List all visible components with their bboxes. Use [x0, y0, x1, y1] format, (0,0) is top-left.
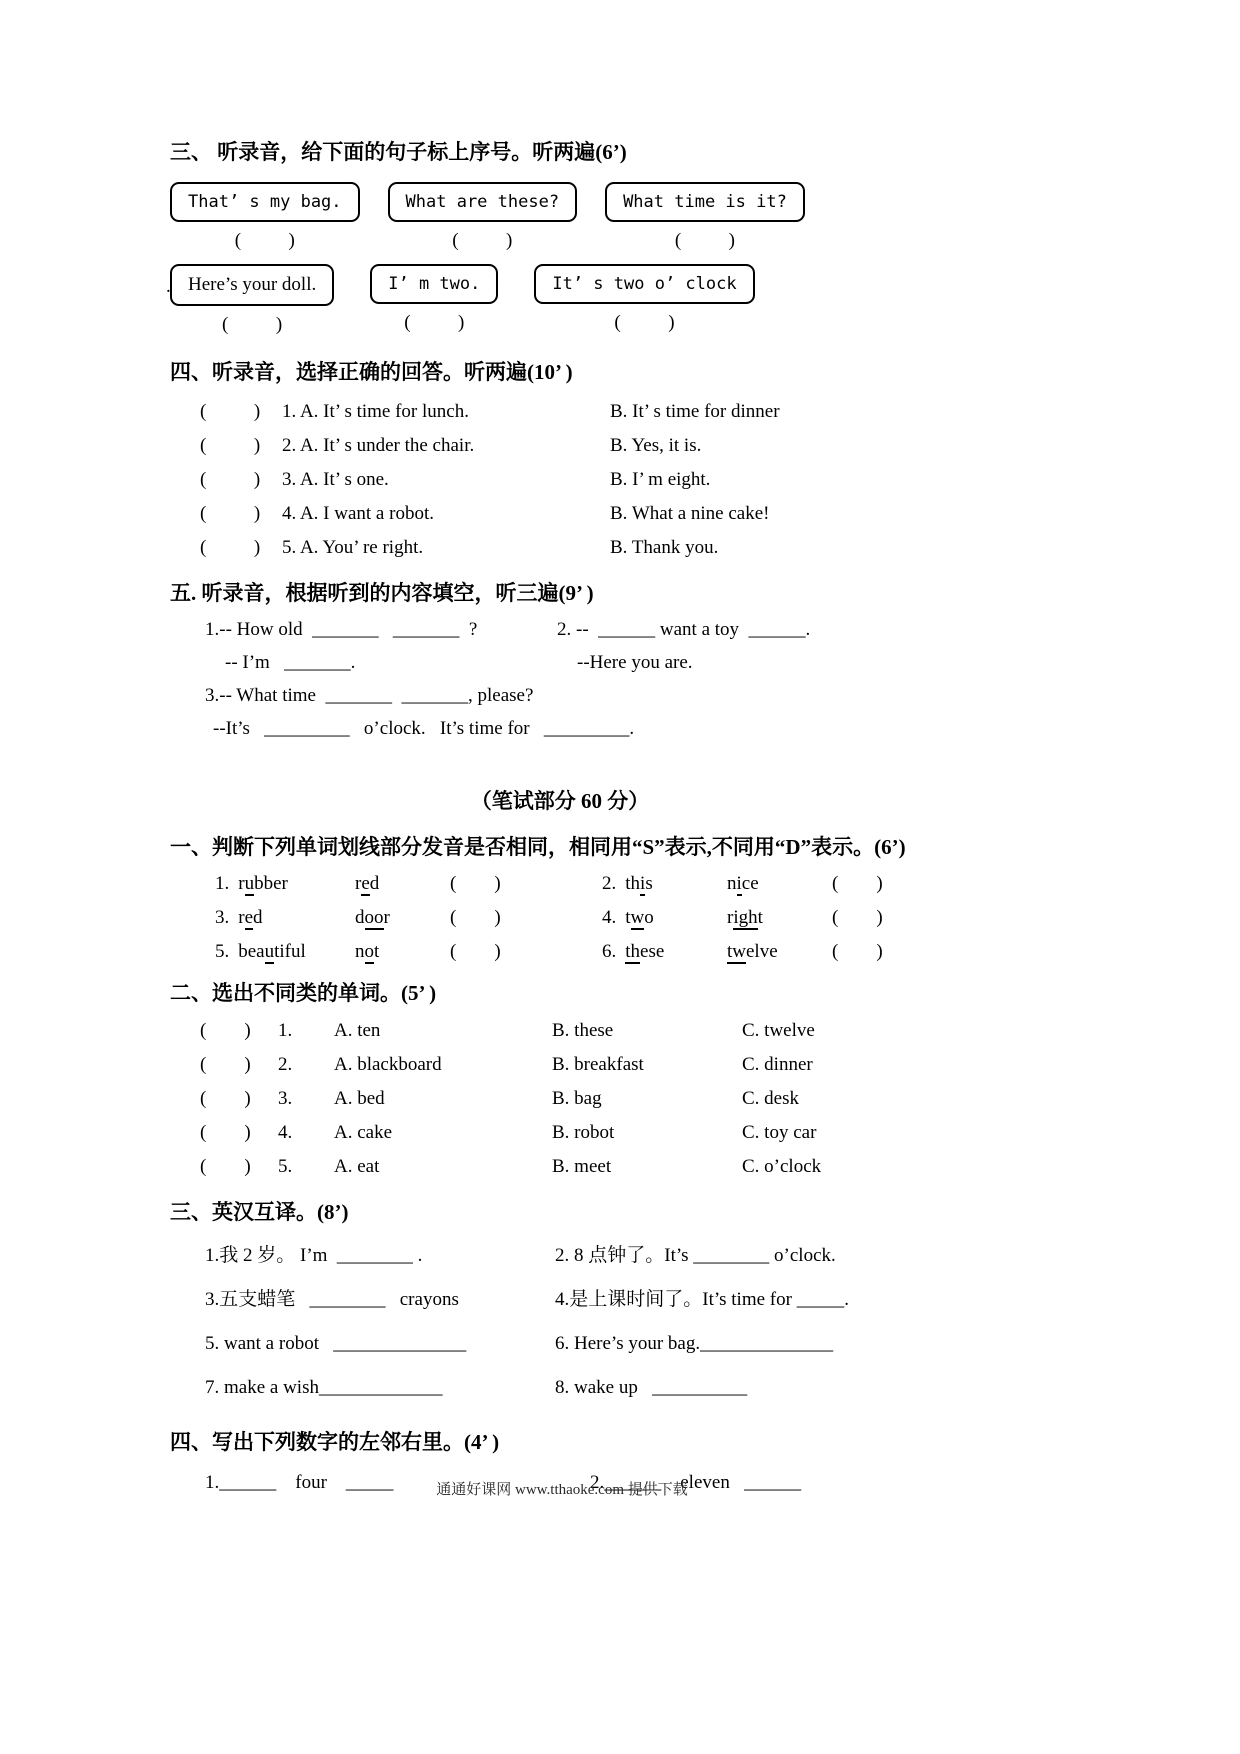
sentence-unit — [170, 264, 334, 336]
listening-question-row — [200, 531, 1100, 565]
fill-blank-line — [205, 613, 1100, 646]
sentence-unit — [605, 182, 805, 252]
translation-item: 4.是上课时间了。It’s time for _____. — [555, 1289, 849, 1311]
choice-a: A. blackboard — [334, 1053, 442, 1075]
answer-blank-paren: ( ) — [200, 1087, 251, 1109]
underlined-letters: e — [361, 873, 370, 895]
sentence-text: I’ m two. — [388, 274, 481, 295]
translation-item: 6. Here’s your bag.______________ — [555, 1333, 834, 1355]
answer-blank-paren: ( ) — [674, 230, 736, 252]
phonics-item — [215, 901, 355, 935]
underlined-letters: u — [244, 873, 255, 895]
phonics-row — [215, 901, 1100, 935]
fill-blank-line — [205, 679, 1100, 712]
item-number: 2. — [602, 873, 617, 895]
choice-c: C. dinner — [742, 1053, 813, 1075]
phonics-word: this — [625, 873, 653, 895]
underlined-letters: tw — [727, 941, 746, 963]
item-number: 2. — [278, 1053, 293, 1075]
option-a: 4. A. I want a robot. — [282, 502, 434, 524]
sentence-box — [388, 182, 578, 222]
choice-b: B. breakfast — [552, 1053, 644, 1075]
answer-blank-paren: ( ) — [450, 873, 501, 895]
classify-row — [200, 1150, 1100, 1184]
sentence-row-1 — [170, 182, 1100, 252]
answer-blank-paren: ( ) — [832, 873, 883, 895]
phonics-word: red — [238, 907, 263, 929]
option-b: B. What a nine cake! — [610, 502, 770, 524]
fill-blank-answer: --Here you are. — [577, 652, 693, 674]
option-a: 2. A. It’ s under the chair. — [282, 434, 475, 456]
answer-blank-paren: ( ) — [450, 941, 501, 963]
phonics-word: door — [355, 907, 390, 929]
written-part3-title: 三、英汉互译。(8’) — [170, 1199, 349, 1224]
sentence-text: What are these? — [405, 192, 560, 213]
number-neighbour-item: 2.______ eleven ______ — [590, 1472, 802, 1494]
choice-b: B. bag — [552, 1087, 602, 1109]
item-number: 5. — [215, 941, 230, 963]
answer-blank-paren: ( ) — [200, 1155, 251, 1177]
underlined-letters: w — [630, 907, 645, 929]
translation-row — [205, 1322, 1100, 1366]
underlined-letters: i — [736, 873, 742, 895]
phonics-word: twelve — [727, 941, 778, 963]
choice-a: A. eat — [334, 1155, 380, 1177]
written-section-header: （笔试部分 60 分） — [470, 789, 650, 814]
answer-blank-paren: ( ) — [832, 941, 883, 963]
sentence-row-2 — [170, 264, 1100, 336]
answer-blank-paren: ( ) — [200, 1121, 251, 1143]
item-number: 1. — [278, 1019, 293, 1041]
sentence-unit — [534, 264, 754, 334]
answer-blank-paren: ( ) — [614, 312, 675, 334]
translation-item: 5. want a robot ______________ — [205, 1333, 467, 1355]
site-footer: 通通好课网 www.tthaoke.com 提供下载 — [436, 1482, 688, 1498]
answer-blank-paren: ( ) — [200, 400, 261, 422]
underlined-letters: th — [625, 941, 641, 963]
choice-c: C. toy car — [742, 1121, 817, 1143]
fill-blank-question: 2. -- ______ want a toy ______. — [557, 619, 811, 641]
option-b: B. Yes, it is. — [610, 434, 702, 456]
sentence-box — [605, 182, 805, 222]
sentence-text: It’ s two o’ clock — [552, 274, 737, 295]
written-part1-title: 一、判断下列单词划线部分发音是否相同，相同用“S”表示,不同用“D”表示。(6’) — [170, 835, 906, 860]
classify-row — [200, 1014, 1100, 1048]
sentence-text: That’ s my bag. — [188, 192, 342, 213]
translation-row — [205, 1366, 1100, 1410]
phonics-rows — [170, 867, 1100, 969]
classify-row — [200, 1048, 1100, 1082]
answer-blank-paren: ( ) — [450, 907, 501, 929]
fill-blank-answer: --It’s _________ o’clock. It’s time for _________. — [213, 718, 635, 740]
underlined-letters: oo — [364, 907, 384, 929]
choice-a: A. bed — [334, 1087, 385, 1109]
fill-blank-line — [205, 712, 1100, 745]
translation-item: 8. wake up __________ — [555, 1377, 748, 1399]
item-number: 3. — [215, 907, 230, 929]
number-neighbour-item: 1.______ four _____ — [205, 1472, 394, 1494]
listening-question-row — [200, 497, 1100, 531]
choice-c: C. o’clock — [742, 1155, 822, 1177]
translation-rows — [170, 1234, 1100, 1410]
sentence-box — [170, 264, 334, 306]
answer-blank-paren: ( ) — [200, 1053, 251, 1075]
phonics-word: red — [355, 873, 380, 895]
classify-row — [200, 1116, 1100, 1150]
sentence-unit — [388, 182, 578, 252]
answer-blank-paren: ( ) — [200, 434, 261, 456]
answer-blank-paren: ( ) — [200, 468, 261, 490]
item-number: 3. — [278, 1087, 293, 1109]
item-number: 1. — [215, 873, 230, 895]
phonics-word: two — [625, 907, 654, 929]
sentence-text: What time is it? — [623, 192, 787, 213]
listening-part5 — [170, 579, 1100, 745]
fill-blank-question: 1.-- How old _______ _______ ? — [205, 619, 478, 641]
translation-item: 7. make a wish_____________ — [205, 1377, 443, 1399]
item-number: 4. — [602, 907, 617, 929]
answer-blank-paren: ( ) — [222, 314, 283, 336]
written-part2-title: 二、选出不同类的单词。(5’ ) — [170, 981, 437, 1006]
answer-blank-paren: ( ) — [832, 907, 883, 929]
sentence-box — [170, 182, 360, 222]
answer-blank-paren: ( ) — [404, 312, 465, 334]
choice-c: C. desk — [742, 1087, 799, 1109]
sentence-text: Here’s your doll. — [188, 274, 317, 296]
fill-blank-answer: -- I’m _______. — [225, 652, 356, 674]
classify-row — [200, 1082, 1100, 1116]
answer-blank-paren: ( ) — [234, 230, 295, 252]
choice-b: B. meet — [552, 1155, 612, 1177]
listening-part3 — [170, 138, 1100, 336]
phonics-item — [602, 901, 727, 935]
translation-item: 1.我 2 岁。 I’m ________ . — [205, 1245, 423, 1267]
written-part1 — [170, 833, 1100, 969]
sentence-box — [370, 264, 498, 304]
translation-item: 2. 8 点钟了。It’s ________ o’clock. — [555, 1245, 836, 1267]
phonics-word: not — [355, 941, 380, 963]
choice-b: B. robot — [552, 1121, 615, 1143]
item-number: 5. — [278, 1155, 293, 1177]
item-number: 6. — [602, 941, 617, 963]
sentence-unit — [370, 264, 498, 334]
choice-b: B. these — [552, 1019, 614, 1041]
underlined-letters: u — [264, 941, 275, 963]
option-b: B. It’ s time for dinner — [610, 400, 780, 422]
fill-blank-line — [205, 646, 1100, 679]
listening-question-row — [200, 429, 1100, 463]
option-a: 1. A. It’ s time for lunch. — [282, 400, 469, 422]
option-b: B. I’ m eight. — [610, 468, 711, 490]
listening-part5-lines — [170, 613, 1100, 745]
phonics-item — [602, 935, 727, 969]
classify-rows — [170, 1014, 1100, 1184]
phonics-item — [215, 867, 355, 901]
translation-row — [205, 1234, 1100, 1278]
choice-a: A. ten — [334, 1019, 381, 1041]
stray-dot: . — [166, 276, 171, 297]
option-a: 5. A. You’ re right. — [282, 536, 424, 558]
sentence-box — [534, 264, 754, 304]
listening-part3-title: 三、 听录音，给下面的句子标上序号。听两遍(6’) — [170, 140, 627, 164]
phonics-row — [215, 935, 1100, 969]
choice-a: A. cake — [334, 1121, 393, 1143]
translation-item: 3.五支蜡笔 ________ crayons — [205, 1289, 459, 1311]
phonics-word: beautiful — [238, 941, 306, 963]
fill-blank-question: 3.-- What time _______ _______, please? — [205, 685, 534, 707]
phonics-item — [215, 935, 355, 969]
answer-blank-paren: ( ) — [200, 536, 261, 558]
sentence-unit — [170, 182, 360, 252]
answer-blank-paren: ( ) — [200, 502, 261, 524]
underlined-letters: e — [244, 907, 254, 929]
listening-question-row — [200, 463, 1100, 497]
listening-part4-list — [170, 395, 1100, 565]
listening-part4-title: 四、听录音，选择正确的回答。听两遍(10’ ) — [170, 360, 573, 385]
option-a: 3. A. It’ s one. — [282, 468, 389, 490]
answer-blank-paren: ( ) — [200, 1019, 251, 1041]
translation-row — [205, 1278, 1100, 1322]
underlined-letters: i — [640, 873, 646, 895]
underlined-letters: o — [364, 941, 374, 963]
underlined-letters: igh — [733, 907, 758, 929]
phonics-word: rubber — [238, 873, 288, 895]
item-number: 4. — [278, 1121, 293, 1143]
listening-question-row — [200, 395, 1100, 429]
option-b: B. Thank you. — [610, 536, 719, 558]
answer-blank-paren: ( ) — [452, 230, 513, 252]
phonics-word: right — [727, 907, 763, 929]
written-part2 — [170, 979, 1100, 1183]
written-part4-title: 四、写出下列数字的左邻右里。(4’ ) — [170, 1430, 500, 1455]
phonics-word: nice — [727, 873, 759, 895]
phonics-item — [602, 867, 727, 901]
written-part3 — [170, 1198, 1100, 1410]
listening-part4 — [170, 358, 1100, 564]
choice-c: C. twelve — [742, 1019, 815, 1041]
phonics-word: these — [625, 941, 665, 963]
phonics-row — [215, 867, 1100, 901]
listening-part5-title: 五. 听录音，根据听到的内容填空，听三遍(9’ ) — [170, 580, 594, 605]
